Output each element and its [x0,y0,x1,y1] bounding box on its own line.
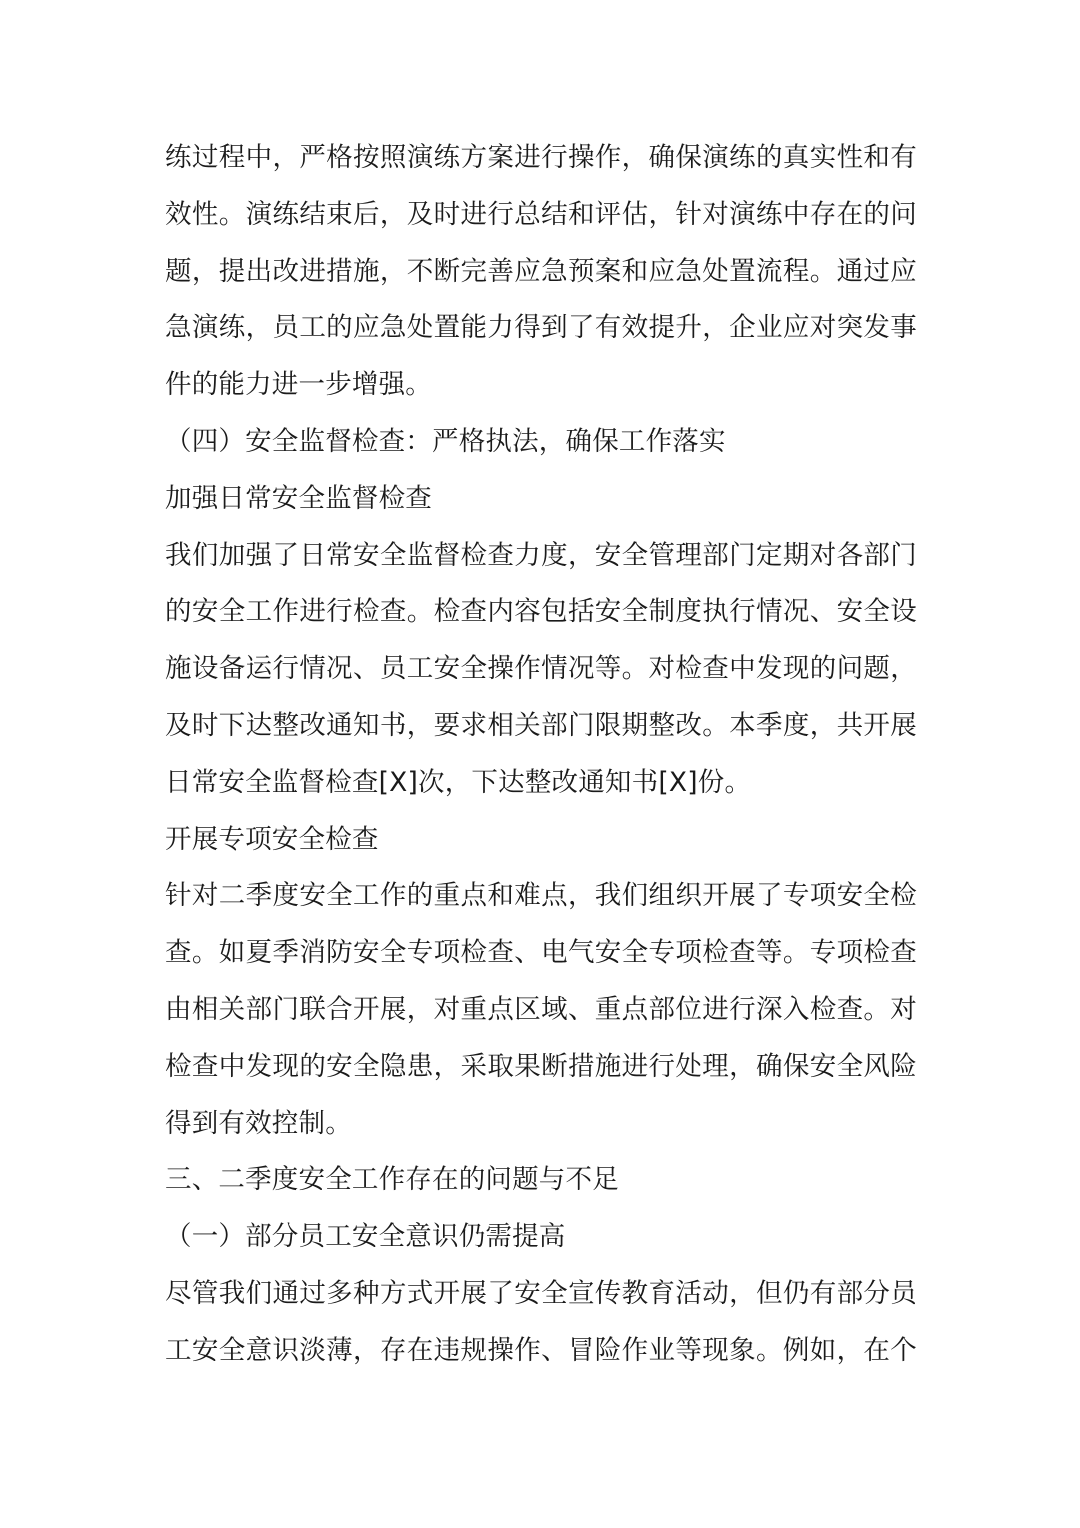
section-heading: （一）部分员工安全意识仍需提高 [165,1221,566,1253]
text-line: 急演练，员工的应急处置能力得到了有效提升，企业应对突发事 [165,312,917,344]
text-line: 施设备运行情况、员工安全操作情况等。对检查中发现的问题， [165,653,917,685]
text-line: 及时下达整改通知书，要求相关部门限期整改。本季度，共开展 [165,709,917,741]
text-line: 日常安全监督检查[X]次，下达整改通知书[X]份。 [165,766,752,798]
text-line: 件的能力进一步增强。 [165,369,432,401]
section-heading: （四）安全监督检查：严格执法，确保工作落实 [165,425,726,457]
text-line: 工安全意识淡薄，存在违规操作、冒险作业等现象。例如，在个 [165,1334,917,1366]
text-line: 我们加强了日常安全监督检查力度，安全管理部门定期对各部门 [165,539,917,571]
text-line: 效性。演练结束后，及时进行总结和评估，针对演练中存在的问 [165,198,917,230]
text-line: 得到有效控制。 [165,1107,352,1139]
text-line: 针对二季度安全工作的重点和难点，我们组织开展了专项安全检 [165,880,917,912]
subsection-heading: 开展专项安全检查 [165,823,379,855]
text-line: 练过程中，严格按照演练方案进行操作，确保演练的真实性和有 [165,142,917,173]
text-line: 由相关部门联合开展，对重点区域、重点部位进行深入检查。对 [165,993,917,1025]
text-line: 尽管我们通过多种方式开展了安全宣传教育活动，但仍有部分员 [165,1277,917,1309]
chapter-heading: 三、二季度安全工作存在的问题与不足 [165,1164,619,1196]
text-line: 题，提出改进措施，不断完善应急预案和应急处置流程。通过应 [165,255,917,287]
text-line: 查。如夏季消防安全专项检查、电气安全专项检查等。专项检查 [165,937,917,969]
document-page [165,130,917,1380]
text-line: 检查中发现的安全隐患，采取果断措施进行处理，确保安全风险 [165,1050,917,1082]
text-line: 的安全工作进行检查。检查内容包括安全制度执行情况、安全设 [165,596,917,628]
subsection-heading: 加强日常安全监督检查 [165,482,432,514]
